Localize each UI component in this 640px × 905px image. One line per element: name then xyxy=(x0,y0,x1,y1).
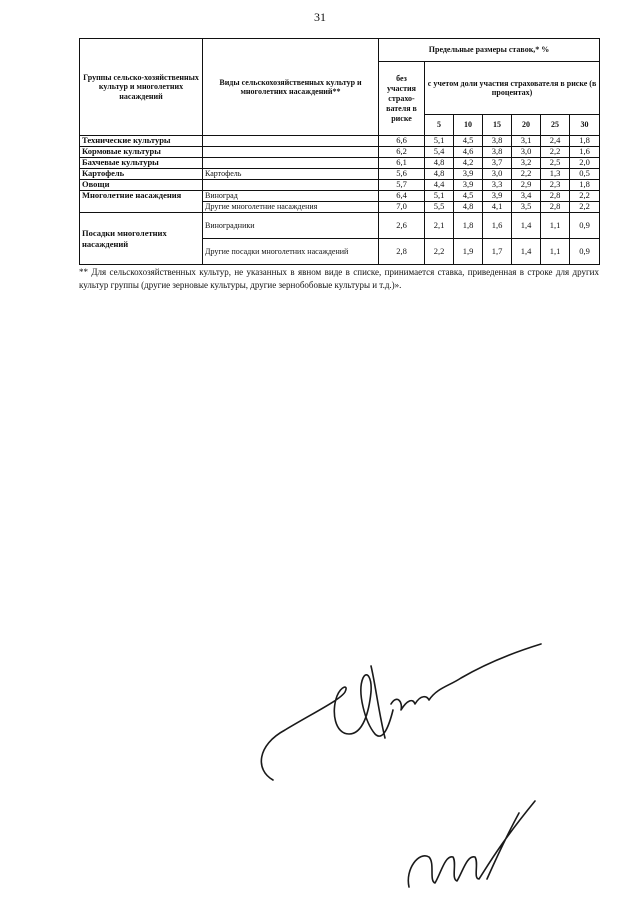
value-cell: 5,6 xyxy=(379,169,425,180)
value-cell: 1,8 xyxy=(570,180,600,191)
value-cell: 2,0 xyxy=(570,158,600,169)
value-cell: 1,6 xyxy=(483,213,512,239)
kind-cell xyxy=(203,147,379,158)
kind-cell: Картофель xyxy=(203,169,379,180)
value-cell: 1,3 xyxy=(541,169,570,180)
table-row xyxy=(80,158,600,169)
value-cell: 2,1 xyxy=(425,213,454,239)
header-with-share: с учетом доли участия страхователя в риске (в процентах) xyxy=(425,62,600,115)
header-share-col: 20 xyxy=(512,115,541,136)
table-row xyxy=(80,191,600,202)
value-cell: 4,6 xyxy=(454,147,483,158)
value-cell: 3,4 xyxy=(512,191,541,202)
initials-signature-icon xyxy=(395,795,545,895)
header-share-col: 30 xyxy=(570,115,600,136)
rates-table xyxy=(79,38,600,265)
value-cell: 5,1 xyxy=(425,191,454,202)
group-cell: Посадки многолетних насаждений xyxy=(80,213,203,265)
value-cell: 0,9 xyxy=(570,239,600,265)
kind-cell: Другие многолетние насаждения xyxy=(203,202,379,213)
value-cell: 1,8 xyxy=(570,136,600,147)
kind-cell: Другие посадки многолетних насаждений xyxy=(203,239,379,265)
group-cell: Картофель xyxy=(80,169,203,180)
value-cell: 2,2 xyxy=(570,191,600,202)
value-cell: 2,5 xyxy=(541,158,570,169)
signature-icon xyxy=(245,630,545,790)
value-cell: 1,9 xyxy=(454,239,483,265)
value-cell: 5,4 xyxy=(425,147,454,158)
table-row xyxy=(80,169,600,180)
value-cell: 4,5 xyxy=(454,136,483,147)
header-groups: Группы сельско-хозяйственных культур и многолетних насаждений xyxy=(80,39,203,136)
kind-cell xyxy=(203,158,379,169)
value-cell: 4,8 xyxy=(425,158,454,169)
header-max-rates: Предельные размеры ставок,* % xyxy=(379,39,600,62)
value-cell: 2,6 xyxy=(379,213,425,239)
value-cell: 4,8 xyxy=(425,169,454,180)
value-cell: 1,1 xyxy=(541,213,570,239)
value-cell: 2,8 xyxy=(379,239,425,265)
kind-cell xyxy=(203,180,379,191)
header-no-share: без участия страхо-вателя в риске xyxy=(379,62,425,136)
value-cell: 3,9 xyxy=(483,191,512,202)
header-kinds: Виды сельскохозяйственных культур и многолетних насаждений** xyxy=(203,39,379,136)
page-number: 31 xyxy=(314,10,326,24)
group-cell: Кормовые культуры xyxy=(80,147,203,158)
value-cell: 3,2 xyxy=(512,158,541,169)
value-cell: 3,7 xyxy=(483,158,512,169)
header-share-col: 5 xyxy=(425,115,454,136)
value-cell: 3,1 xyxy=(512,136,541,147)
group-cell: Бахчевые культуры xyxy=(80,158,203,169)
value-cell: 6,6 xyxy=(379,136,425,147)
value-cell: 5,5 xyxy=(425,202,454,213)
value-cell: 2,2 xyxy=(425,239,454,265)
header-share-col: 15 xyxy=(483,115,512,136)
table-row xyxy=(80,136,600,147)
value-cell: 5,1 xyxy=(425,136,454,147)
value-cell: 1,8 xyxy=(454,213,483,239)
value-cell: 1,7 xyxy=(483,239,512,265)
value-cell: 3,9 xyxy=(454,180,483,191)
value-cell: 1,4 xyxy=(512,213,541,239)
value-cell: 2,2 xyxy=(541,147,570,158)
value-cell: 6,4 xyxy=(379,191,425,202)
value-cell: 0,9 xyxy=(570,213,600,239)
value-cell: 6,1 xyxy=(379,158,425,169)
value-cell: 1,1 xyxy=(541,239,570,265)
group-cell: Технические культуры xyxy=(80,136,203,147)
kind-cell: Виноград xyxy=(203,191,379,202)
kind-cell xyxy=(203,136,379,147)
value-cell: 3,8 xyxy=(483,136,512,147)
value-cell: 2,8 xyxy=(541,202,570,213)
group-cell: Многолетние насаждения xyxy=(80,191,203,213)
value-cell: 3,8 xyxy=(483,147,512,158)
value-cell: 4,4 xyxy=(425,180,454,191)
value-cell: 5,7 xyxy=(379,180,425,191)
value-cell: 3,9 xyxy=(454,169,483,180)
header-share-col: 10 xyxy=(454,115,483,136)
table-row xyxy=(80,180,600,191)
footnote: ** Для сельскохозяйственных культур, не указанных в явном виде в списке, принимается ставка, приведенная в строке для других культур группы (другие зерновые культуры, другие зернобобовые культуры и т.д.)». xyxy=(79,267,599,291)
kind-cell: Виноградники xyxy=(203,213,379,239)
value-cell: 3,5 xyxy=(512,202,541,213)
value-cell: 3,3 xyxy=(483,180,512,191)
value-cell: 4,5 xyxy=(454,191,483,202)
value-cell: 2,2 xyxy=(570,202,600,213)
value-cell: 2,4 xyxy=(541,136,570,147)
value-cell: 2,3 xyxy=(541,180,570,191)
value-cell: 0,5 xyxy=(570,169,600,180)
value-cell: 1,6 xyxy=(570,147,600,158)
value-cell: 2,2 xyxy=(512,169,541,180)
group-cell: Овощи xyxy=(80,180,203,191)
value-cell: 2,8 xyxy=(541,191,570,202)
value-cell: 7,0 xyxy=(379,202,425,213)
value-cell: 3,0 xyxy=(512,147,541,158)
table-row xyxy=(80,147,600,158)
value-cell: 4,2 xyxy=(454,158,483,169)
value-cell: 6,2 xyxy=(379,147,425,158)
header-share-col: 25 xyxy=(541,115,570,136)
value-cell: 2,9 xyxy=(512,180,541,191)
table-row xyxy=(80,213,600,239)
value-cell: 4,8 xyxy=(454,202,483,213)
value-cell: 1,4 xyxy=(512,239,541,265)
value-cell: 3,0 xyxy=(483,169,512,180)
value-cell: 4,1 xyxy=(483,202,512,213)
